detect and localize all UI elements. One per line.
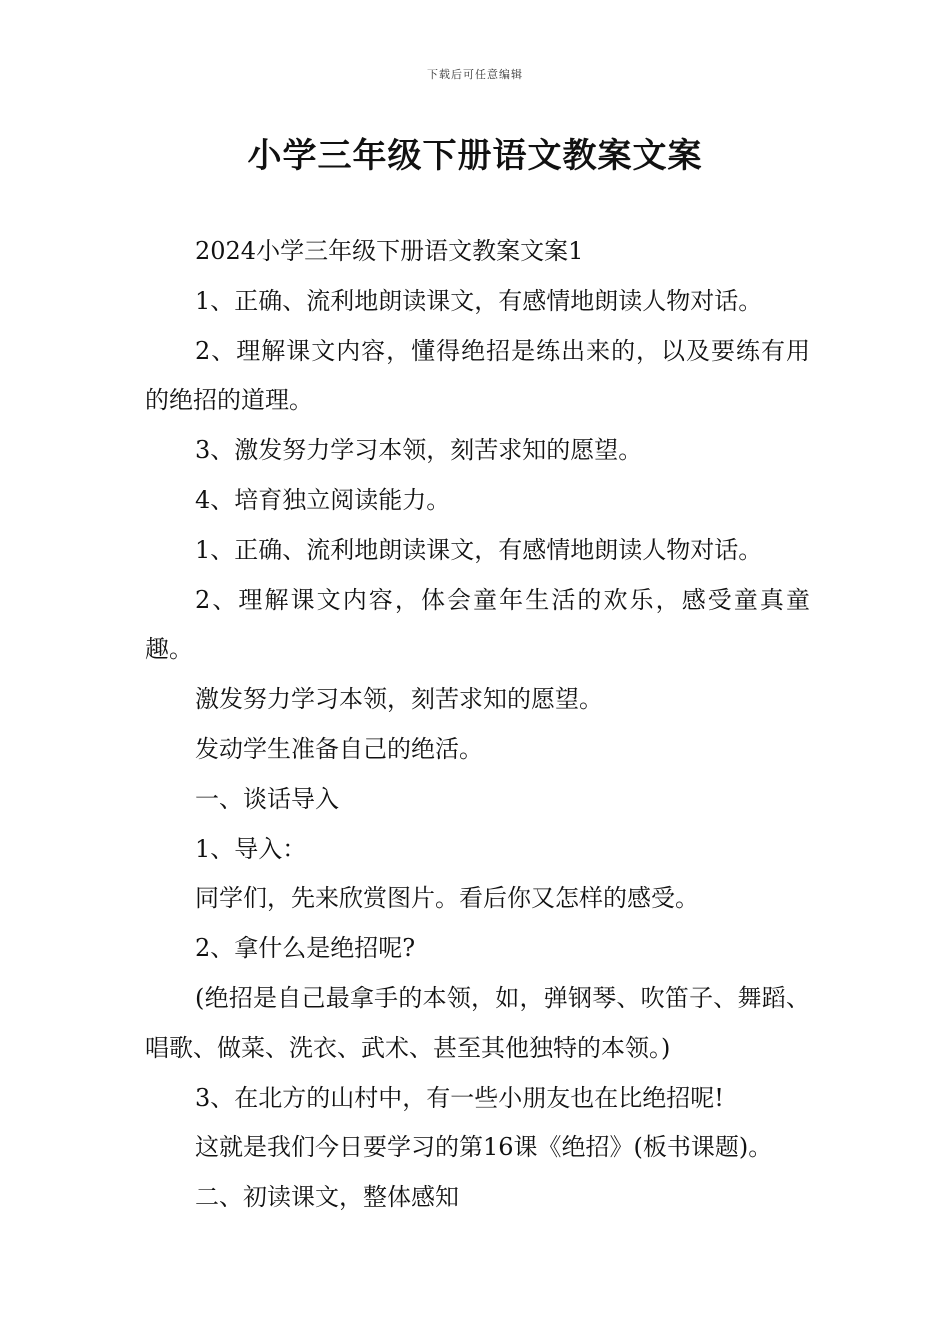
paragraph-explanation: (绝招是自己最拿手的本领，如，弹钢琴、吹笛子、舞蹈、唱歌、做菜、洗衣、武术、甚至其他独特的本领。): [145, 983, 810, 1062]
paragraph-question: 2、拿什么是绝招呢?: [195, 934, 416, 963]
paragraph-key-2: 2、理解课文内容，体会童年生活的欢乐，感受童真童趣。: [145, 585, 810, 664]
paragraph-village: 3、在北方的山村中，有一些小朋友也在比绝招呢!: [195, 1083, 724, 1112]
document-body: [145, 227, 810, 1223]
paragraph-goal-1: 1、正确、流利地朗读课文，有感情地朗读人物对话。: [195, 286, 763, 315]
paragraph-key-1: 1、正确、流利地朗读课文，有感情地朗读人物对话。: [195, 535, 763, 564]
paragraph-subtitle: 2024小学三年级下册语文教案文案1: [195, 237, 584, 265]
section-heading-intro: 一、谈话导入: [195, 784, 339, 813]
paragraph-goal-3: 3、激发努力学习本领，刻苦求知的愿望。: [195, 436, 643, 465]
paragraph-intro-step: 1、导入：: [195, 834, 307, 863]
paragraph-intro-text: 同学们，先来欣赏图片。看后你又怎样的感受。: [195, 884, 699, 913]
paragraph-preparation: 发动学生准备自己的绝活。: [195, 734, 483, 763]
paragraph-difficulty: 激发努力学习本领，刻苦求知的愿望。: [195, 685, 603, 714]
header-note: 下载后可任意编辑: [427, 68, 523, 81]
paragraph-goal-4: 4、培育独立阅读能力。: [195, 485, 451, 514]
document-title: 小学三年级下册语文教案文案: [247, 136, 703, 176]
paragraph-goal-2: 2、理解课文内容，懂得绝招是练出来的，以及要练有用的绝招的道理。: [145, 336, 810, 415]
paragraph-lesson-topic: 这就是我们今日要学习的第16课《绝招》(板书课题)。: [195, 1133, 773, 1162]
section-heading-first-reading: 二、初读课文，整体感知: [195, 1183, 459, 1212]
